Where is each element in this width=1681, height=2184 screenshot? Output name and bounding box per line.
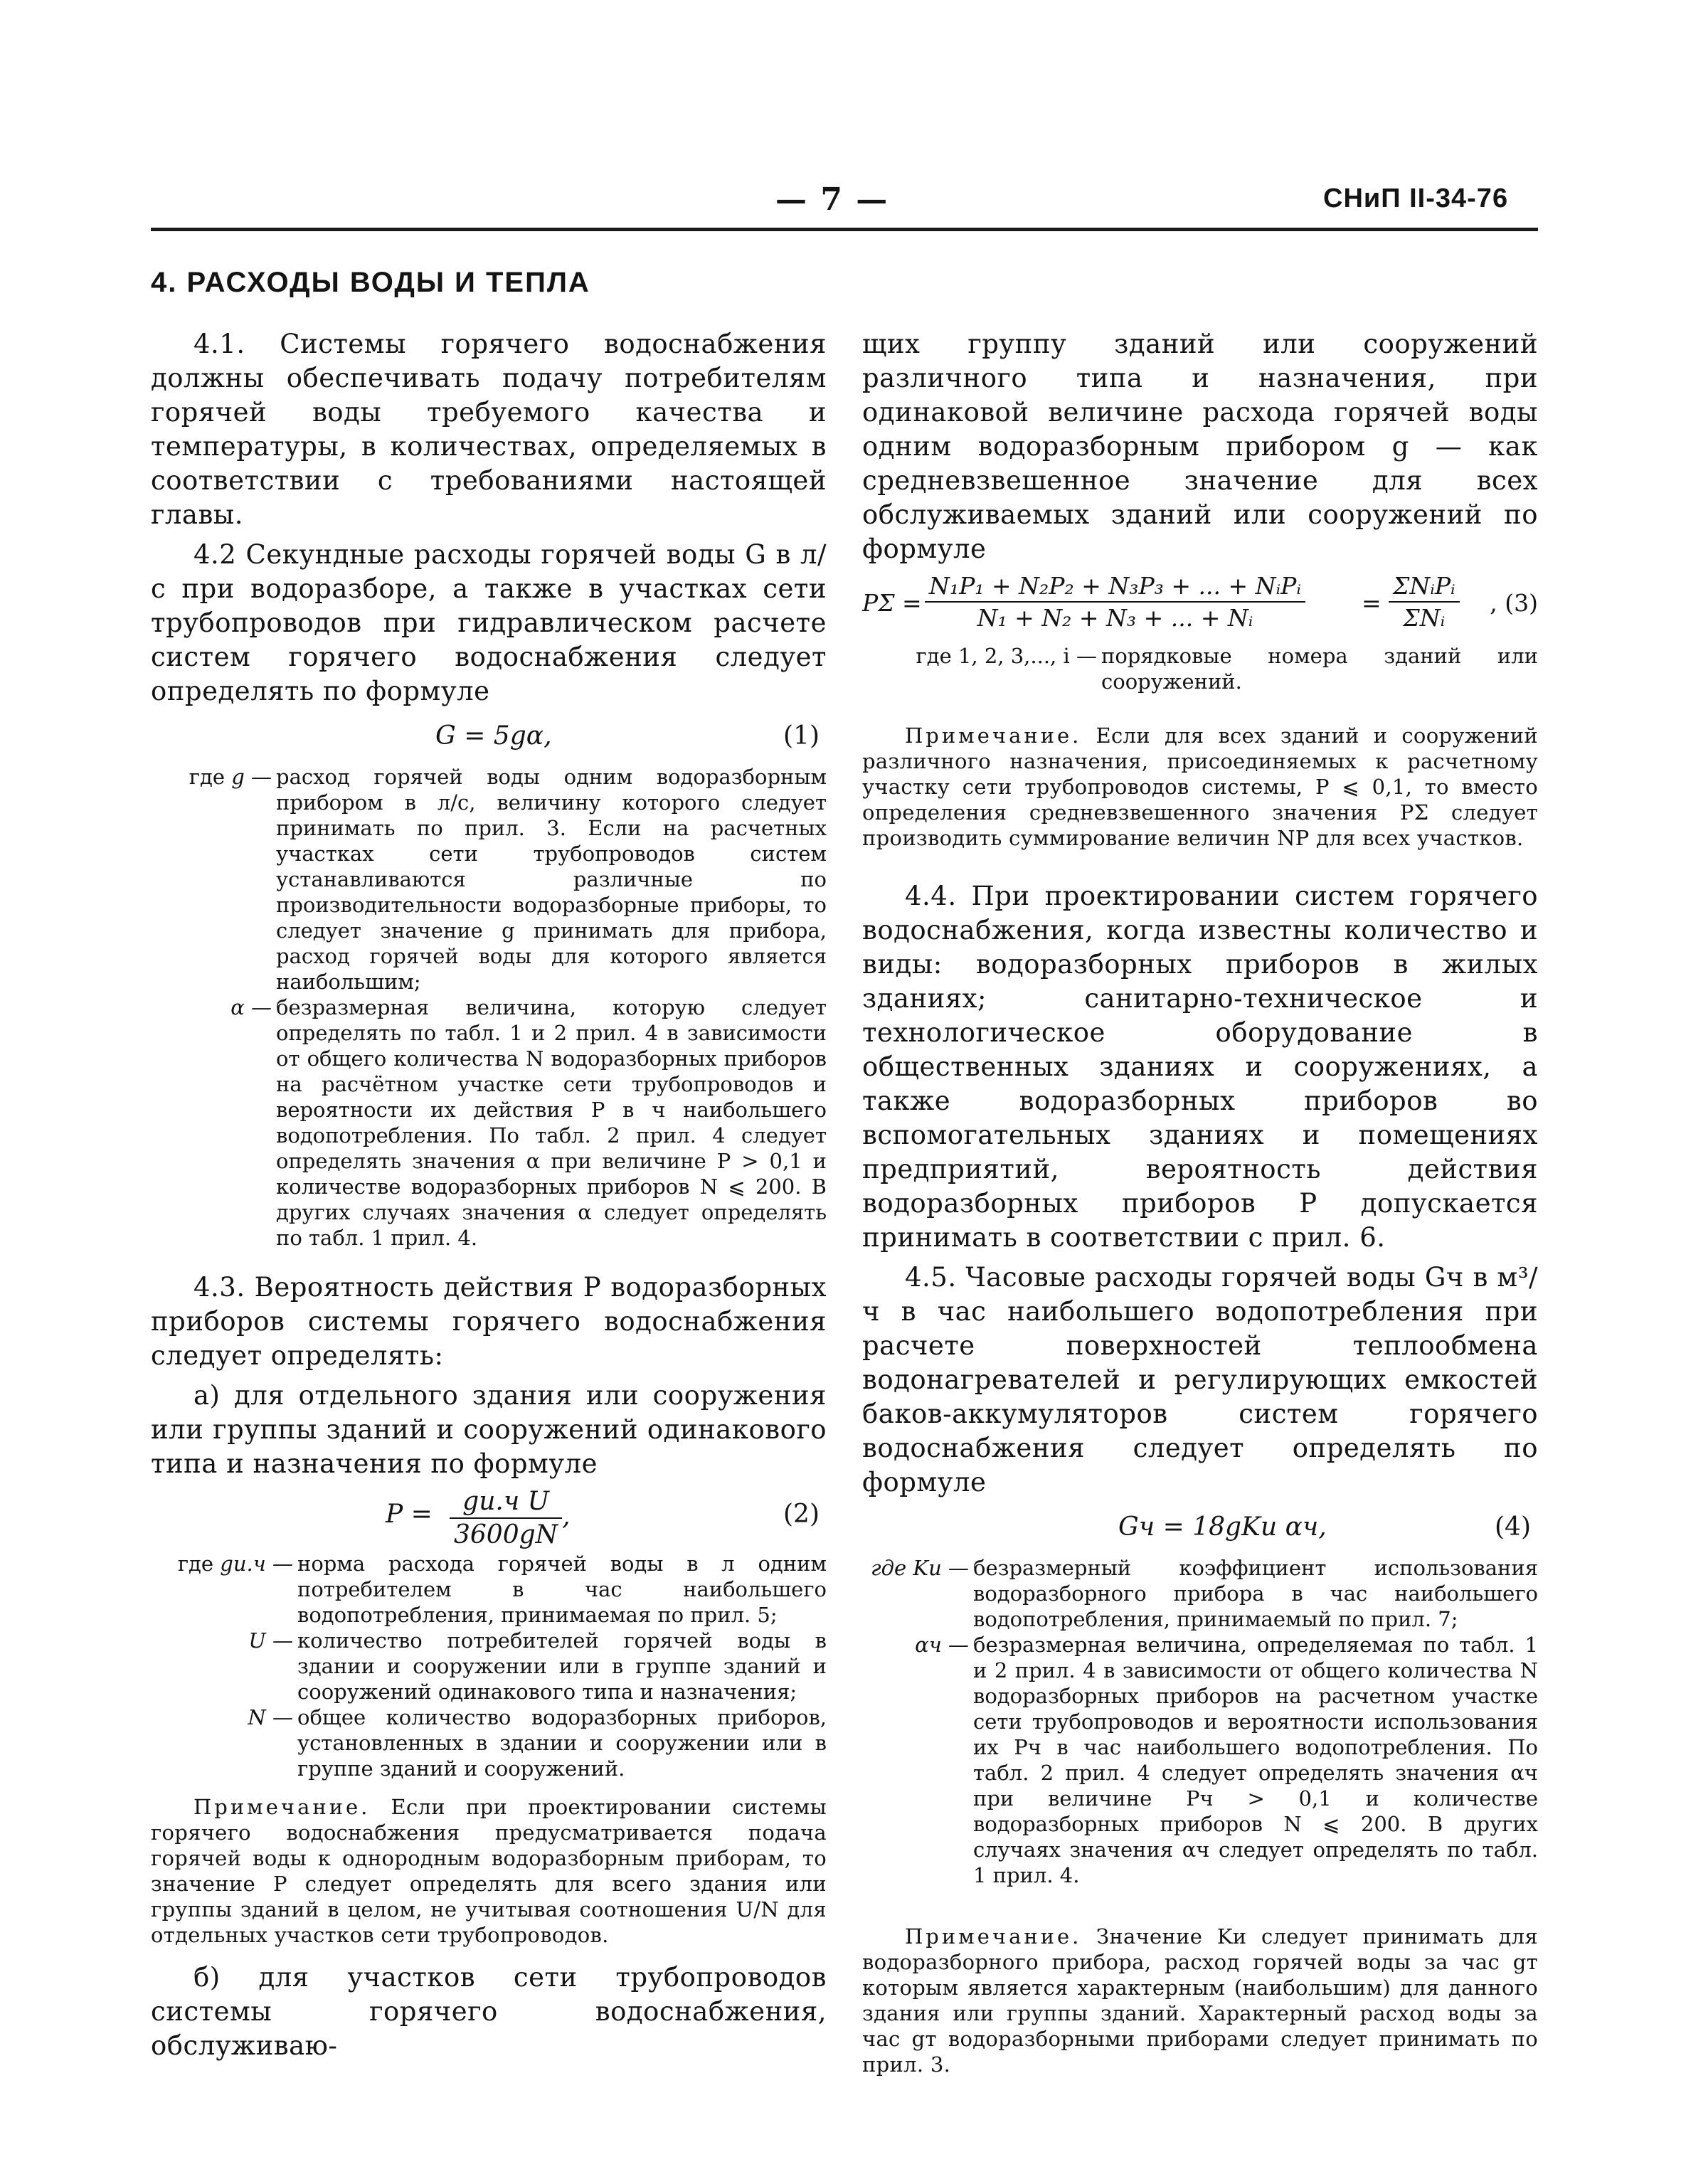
definition-row <box>862 1555 1538 1632</box>
note-label: Примечание. <box>905 1924 1082 1949</box>
formula-2-numerator: gи.ч U <box>450 1487 562 1519</box>
definition-row <box>151 1628 827 1705</box>
header-rule <box>151 228 1538 231</box>
definition-row <box>151 1705 827 1781</box>
note-text: Значение Kи следует принимать для водоразборного прибора, расход горячей воды за час gт которым является характерным (наибольшим) для данного здания или группы зданий. Характерный расход воды за час gт водоразборными приборами следует принимать по прил. 3. <box>862 1924 1538 2077</box>
definition-term: gи.ч — <box>220 1552 293 1576</box>
definition-text: безразмерный коэффициент использования водоразборного прибора в час наибольшего водопотребления, принимаемый по прил. 7; <box>973 1556 1538 1631</box>
formula-4 <box>862 1505 1538 1555</box>
paragraph-4-3: 4.3. Вероятность действия P водоразборных приборов системы горячего водоснабжения следует определять: <box>151 1272 827 1371</box>
page-number: — 7 — <box>775 181 889 218</box>
note-text: Если при проектировании системы горячего водоснабжения предусматривается подача горячей воды к однородным водоразборным приборам, то значение P следует определять для всего здания или группы зданий в целом, не учитывая соотношения U/N для отдельных участков сети трубопроводов. <box>151 1795 827 1947</box>
definition-row: где gи.ч — норма расхода горячей воды в л одним потребителем в час наибольшего водопотребления, принимаемая по прил. 5; <box>177 1552 827 1627</box>
definition-row <box>151 995 827 1251</box>
formula-2-lhs: P = <box>386 1500 433 1529</box>
note-right-1 <box>862 723 1538 851</box>
paragraph-4-2: 4.2 Секундные расходы горячей воды G в л/с при водоразборе, а также в участках сети трубопроводов при гидравлическом расчете систем горячего водоснабжения следует определять по формуле <box>151 539 827 706</box>
definition-term: αч — <box>915 1633 969 1657</box>
formula-3: PΣ = $\frac{\text{N₁P₁ + N₂P₂ + N₃P₃ + ... + NᵢPᵢ}}{\text{N₁ + N₂ + N₃ + ... + Nᵢ}}$ = $\frac{\text{ΣNᵢPᵢ}}{\text{ΣNᵢ}}$ , (3) <box>862 572 1538 632</box>
formula-4-number: (4) <box>1495 1512 1531 1542</box>
note-left <box>151 1794 827 1948</box>
definition-term: α — <box>230 995 272 1019</box>
note-label: Примечание. <box>905 723 1082 748</box>
note-label: Примечание. <box>193 1795 371 1819</box>
formula-2-denominator: 3600gN <box>454 1520 558 1549</box>
where-label: где <box>189 765 225 789</box>
definition-text: общее количество водоразборных приборов, установленных в здании и сооружении или в группе зданий и сооружений. <box>297 1705 827 1781</box>
definition-term: g — <box>231 765 272 789</box>
note-right-2 <box>862 1924 1538 2077</box>
definitions-2 <box>151 1551 827 1781</box>
document-code: СНиП II-34-76 <box>1323 184 1509 213</box>
definition-text: количество потребителей горячей воды в здании и сооружении или в группе зданий и сооружений одинакового типа и назначения; <box>297 1628 827 1704</box>
note-text: Если для всех зданий и сооружений различного назначения, присоединяемых к расчетному участку сети трубопроводов системы, P ⩽ 0,1, то вместо определения средневзвешенного значения PΣ следует производить суммирование величин NP для всех участков. <box>862 723 1539 850</box>
paragraph-4-5: 4.5. Часовые расходы горячей воды Gч в м³/ч в час наибольшего водопотребления при расчете поверхностей теплообмена водонагревателей и регулирующих емкостей баков-аккумуляторов систем горячего водоснабжения следует определять по формуле <box>862 1262 1538 1497</box>
formula-3-lhs: PΣ = <box>862 589 922 617</box>
formula-1 <box>151 714 827 764</box>
definition-row <box>862 643 1538 694</box>
definitions-1 <box>151 764 827 1251</box>
formula-2-number: (2) <box>783 1500 820 1529</box>
formula-3-fraction <box>925 572 1305 632</box>
paragraph-4-3-b: б) для участков сети трубопроводов системы горячего водоснабжения, обслуживаю- <box>151 1962 827 2061</box>
definition-text: порядковые номера зданий или сооружений. <box>1101 644 1538 694</box>
definition-term: где 1, 2, 3,..., i — <box>916 644 1097 668</box>
formula-2: P = $\frac{\text{gи.ч U}}{3600gN}$ , (2) <box>386 1487 820 1549</box>
formula-1-expression: G = 5gα, <box>435 721 552 751</box>
definition-row <box>862 1632 1538 1888</box>
definition-term: N — <box>248 1705 293 1729</box>
definitions-3 <box>862 643 1538 694</box>
paragraph-4-3-a: а) для отдельного здания или сооружения или группы зданий и сооружений одинакового типа и назначения по формуле <box>151 1380 827 1479</box>
definition-text: норма расхода горячей воды в л одним потребителем в час наибольшего водопотребления, принимаемая по прил. 5; <box>297 1552 827 1627</box>
formula-3-numerator: N₁P₁ + N₂P₂ + N₃P₃ + ... + NᵢPᵢ <box>925 572 1305 603</box>
paragraph-4-4: 4.4. При проектировании систем горячего водоснабжения, когда известны количество и виды: водоразборных приборов в жилых зданиях; санитарно-техническое и технологическое оборудование в общественных зданиях и сооружениях, а также водоразборных приборов во вспомогательных зданиях и помещениях предприятий, вероятность действия водоразборных приборов P допускается принимать в соответствии с прил. 6. <box>862 881 1538 1253</box>
definition-term: U — <box>248 1628 293 1653</box>
paragraph-4-1: 4.1. Системы горячего водоснабжения должны обеспечивать подачу потребителям горячей воды требуемого качества и температуры, в количествах, определяемых в соответствии с требованиями настоящей главы. <box>151 329 827 530</box>
left-column <box>151 327 827 2069</box>
section-title: 4. РАСХОДЫ ВОДЫ И ТЕПЛА <box>151 267 590 298</box>
definition-term: где Kи — <box>871 1556 969 1580</box>
definition-text: расход горячей воды одним водоразборным прибором в л/с, величину которого следует принимать по прил. 3. Если на расчетных участках сети трубопроводов систем устанавливаются различные по производительности водоразборные приборы, то следует значение g принимать для прибора, расход горячей воды для которого является наибольшим; <box>276 765 827 994</box>
definition-row <box>151 764 827 995</box>
formula-2-fraction <box>450 1487 562 1549</box>
formula-3-denominator: N₁ + N₂ + N₃ + ... + Nᵢ <box>977 604 1253 632</box>
right-column <box>862 327 1538 2077</box>
paragraph-continuation: щих группу зданий или сооружений различного типа и назначения, при одинаковой величине расхода горячей воды одним водоразборным прибором g — как средневзвешенное значение для всех обслуживаемых зданий или сооружений по формуле <box>862 329 1538 564</box>
formula-4-expression: Gч = 18gKи αч, <box>1118 1512 1327 1542</box>
definition-text: безразмерная величина, которую следует определять по табл. 1 и 2 прил. 4 в зависимости от общего количества N водоразборных приборов на расчётном участке сети трубопроводов и вероятности их действия P в ч наибольшего водопотребления. По табл. 2 прил. 4 следует определять значения α при величине P > 0,1 и количестве водоразборных приборов N ⩽ 200. В других случаях значения α следует определять по табл. 1 прил. 4. <box>276 995 827 1250</box>
formula-1-number: (1) <box>783 721 820 751</box>
formula-3-fraction-short: $\frac{\text{ΣNᵢPᵢ}}{\text{ΣNᵢ}}$ <box>1389 572 1460 632</box>
definition-text: безразмерная величина, определяемая по табл. 1 и 2 прил. 4 в зависимости от общего количества N водоразборных приборов на расчетном участке сети трубопроводов и вероятности использования их Pч в час наибольшего водопотребления. По табл. 2 прил. 4 следует определять значения αч при величине Pч > 0,1 и количестве водоразборных приборов N ⩽ 200. В других случаях значения αч следует определять по табл. 1 прил. 4. <box>973 1633 1538 1887</box>
definitions-4 <box>862 1555 1538 1888</box>
formula-3-number: , (3) <box>1490 589 1538 617</box>
